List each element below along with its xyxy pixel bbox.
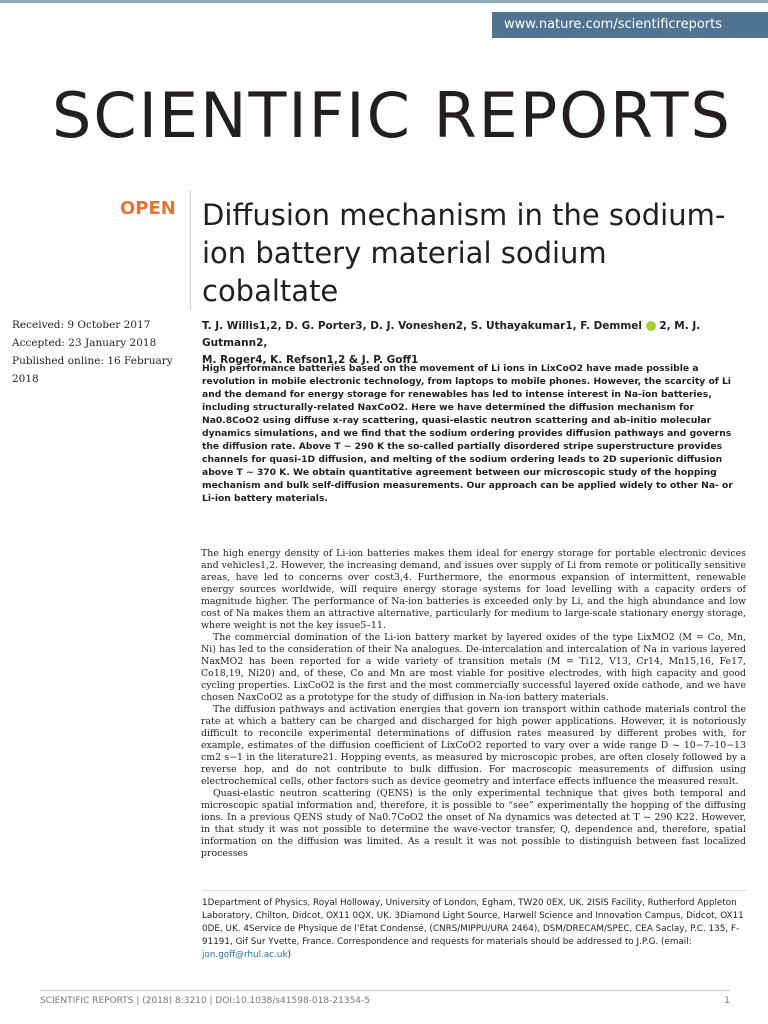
body-text [201, 548, 746, 860]
accepted-date: Accepted: 23 January 2018 [12, 337, 157, 349]
footer-citation: SCIENTIFIC REPORTS | (2018) 8:3210 | DOI:10.1038/s41598-018-21354-5 [40, 996, 370, 1006]
paragraph: The diffusion pathways and activation energies that govern ion transport within cathode materials control the rate at which a battery can be charged and discharged for high power applications. However, it is notoriously difficult to reconcile experimental determinations of diffusion rates measured by different probes with, for example, estimates of the diffusion coefficient of LixCoO2 reported to vary over a wide range D ~ 10−7–10−13 cm2 s−1 in the literature21. Hopping events, as measured by microscopic probes, are often closely followed by a reverse hop, and do not contribute to bulk diffusion. For macroscopic measurements of diffusion using electrochemical cells, other factors such as device geometry and interface effects influence the measured result. [201, 704, 746, 787]
affiliation-divider [202, 890, 747, 891]
journal-url-link[interactable]: www.nature.com/scientificreports [492, 12, 768, 38]
footer-rule [40, 990, 730, 991]
article-title: Diffusion mechanism in the sodium-ion battery material sodium cobaltate [202, 198, 726, 308]
email-link[interactable]: jon.goff@rhul.ac.uk [202, 950, 288, 960]
divider [190, 190, 191, 310]
affiliation-end: ) [287, 950, 292, 960]
article-dates [12, 316, 187, 388]
received-date: Received: 9 October 2017 [12, 319, 151, 331]
paragraph: Quasi-elastic neutron scattering (QENS) is the only experimental technique that gives both temporal and microscopic spatial information and, therefore, it is possible to “see” experimentally the hopping of the diffusing ions. In a previous QENS study of Na0.7CoO2 the onset of Na dynamics was detected at T ~ 290 K22. However, in that study it was not possible to determine the wave-vector transfer, Q, dependence and, therefore, spatial information on the diffusion was limited. As a result it was not possible to distinguish between fast localized processes [201, 788, 746, 859]
authors-line-2[interactable]: M. Roger4, K. Refson1,2 & J. P. Goff1 [202, 354, 419, 366]
orcid-icon[interactable] [646, 321, 656, 331]
paragraph: The commercial domination of the Li-ion battery market by layered oxides of the type LixMO2 (M = Co, Mn, Ni) has led to the consideration of their Na analogues. De-intercalation and intercalation of Na in various layered NaxMO2 has been reported for a wide variety of transition metals (M = Ti12, V13, Cr14, Mn15,16, Fe17, Co18,19, Ni20) and, of these, Co and Mn are most viable for positive electrodes, with high capacity and good cycling properties. LixCoO2 is the first and the most commercially successful layered oxide cathode, and we have chosen NaxCoO2 as a prototype for the study of diffusion in Na-ion battery materials. [201, 632, 746, 703]
authors-line-1b[interactable]: 2, M. J. Gutmann2, [202, 320, 701, 349]
open-access-label: OPEN [120, 198, 176, 219]
affiliation-text: 1Department of Physics, Royal Holloway, University of London, Egham, TW20 0EX, UK. 2ISIS Facility, Rutherford Appleton Laboratory, Chilton, Didcot, OX11 0QX, UK. 3Diamond Light Source, Harwell Science and Innovation Campus, Didcot, OX11 0DE, UK. 4Service de Physique de l’Etat Condensé, (CNRS/MIPPU/URA 2464), DSM/DRECAM/SPEC, CEA Saclay, P.C. 135, F-91191, Gif Sur Yvette, France. Correspondence and requests for materials should be addressed to J.P.G. (email: [202, 898, 744, 947]
page-number: 1 [724, 996, 730, 1006]
top-rule [0, 0, 768, 3]
paragraph: The high energy density of Li-ion batteries makes them ideal for energy storage for portable electronic devices and vehicles1,2. However, the increasing demand, and issues over supply of Li from remote or politically sensitive areas, have led to concerns over cost3,4. Furthermore, the enormous expansion of intermittent, renewable energy sources worldwide, will require energy storage systems for load levelling with a capacity orders of magnitude higher. The performance of Na-ion batteries is exceeded only by Li, and the high abundance and low cost of Na makes them an attractive alternative, particularly for medium to large-scale stationary energy storage, where weight is not the key issue5–11. [201, 548, 746, 631]
logo-text: SCIENTIFIC REPORTS [52, 79, 732, 152]
authors-line-1[interactable]: T. J. Willis1,2, D. G. Porter3, D. J. Voneshen2, S. Uthayakumar1, F. Demmel [202, 320, 643, 332]
published-date: Published online: 16 February 2018 [12, 355, 173, 385]
affiliations [202, 897, 747, 962]
page-footer [40, 996, 730, 1006]
journal-logo [52, 80, 732, 152]
abstract: High performance batteries based on the movement of Li ions in LixCoO2 have made possible a revolution in mobile electronic technology, from laptops to mobile phones. However, the scarcity of Li and the demand for energy storage for renewables has led to intense interest in Na-ion batteries, including structurally-related NaxCoO2. Here we have determined the diffusion mechanism for Na0.8CoO2 using diffuse x-ray scattering, quasi-elastic neutron scattering and ab-initio molecular dynamics simulations, and we find that the sodium ordering provides diffusion pathways and governs the diffusion rate. Above T ~ 290 K the so-called partially disordered stripe superstructure provides channels for quasi-1D diffusion, and melting of the sodium ordering leads to 2D superionic diffusion above T ~ 370 K. We obtain quantitative agreement between our microscopic study of the hopping mechanism and bulk self-diffusion measurements. Our approach can be applied widely to other Na- or Li-ion battery materials. [202, 363, 733, 504]
